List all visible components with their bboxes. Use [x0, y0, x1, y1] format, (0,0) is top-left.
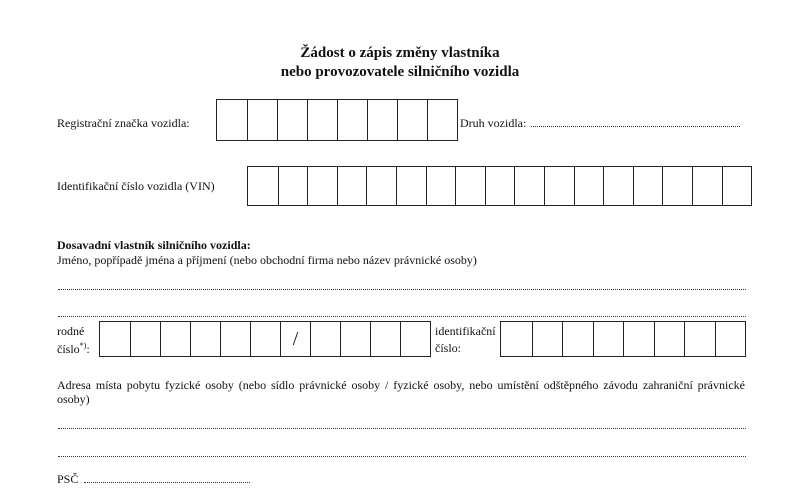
birth-number-box[interactable] [250, 322, 280, 356]
birth-number-box[interactable] [100, 322, 130, 356]
owner-name-line-1[interactable] [58, 289, 746, 290]
vin-box[interactable] [662, 167, 692, 205]
ic-boxes[interactable] [500, 321, 746, 357]
birth-number-box[interactable] [400, 322, 430, 356]
vin-box[interactable] [514, 167, 544, 205]
birth-number-box[interactable] [160, 322, 190, 356]
vin-box[interactable] [633, 167, 663, 205]
birth-number-box[interactable] [130, 322, 160, 356]
vin-box[interactable] [366, 167, 396, 205]
birth-number-label-line1: rodné [57, 324, 85, 338]
vin-box[interactable] [396, 167, 426, 205]
vin-box[interactable] [307, 167, 337, 205]
plate-box[interactable] [307, 100, 337, 140]
ic-label-line1: identifikační [435, 324, 496, 338]
vehicle-type-field[interactable] [531, 126, 740, 127]
previous-owner-heading: Dosavadní vlastník silničního vozidla: [57, 238, 251, 252]
birth-number-box[interactable] [190, 322, 220, 356]
owner-name-line-2[interactable] [58, 316, 746, 317]
vin-box[interactable] [426, 167, 456, 205]
vin-box[interactable] [278, 167, 308, 205]
vin-label: Identifikační číslo vozidla (VIN) [57, 179, 215, 193]
ic-box[interactable] [501, 322, 532, 356]
ic-box[interactable] [593, 322, 624, 356]
birth-number-box[interactable] [340, 322, 370, 356]
postal-code-label: PSČ [57, 472, 79, 486]
registration-plate-label: Registrační značka vozidla: [57, 116, 190, 130]
owner-name-label: Jméno, popřípadě jména a příjmení (nebo obchodní firma nebo název právnické osoby) [57, 253, 477, 267]
form-title-line1: Žádost o zápis změny vlastníka [300, 45, 500, 61]
birth-number-box[interactable] [370, 322, 400, 356]
address-line-1[interactable] [58, 428, 746, 429]
vin-box[interactable] [337, 167, 367, 205]
ic-box[interactable] [532, 322, 563, 356]
plate-box[interactable] [397, 100, 427, 140]
ic-label-line2: číslo: [435, 341, 461, 355]
ic-box[interactable] [623, 322, 654, 356]
vin-boxes[interactable] [247, 166, 752, 206]
registration-plate-boxes[interactable] [216, 99, 458, 141]
birth-number-box[interactable] [310, 322, 340, 356]
vin-box[interactable] [248, 167, 278, 205]
vin-box[interactable] [603, 167, 633, 205]
footnote-mark: *) [79, 341, 87, 350]
birth-number-label-line2 [57, 339, 90, 356]
address-line-2[interactable] [58, 456, 746, 457]
ic-box[interactable] [654, 322, 685, 356]
birth-number-box[interactable] [220, 322, 250, 356]
address-label: Adresa místa pobytu fyzické osoby (nebo sídlo právnické osoby / fyzické osoby, nebo umístění odštěpného závodu zahraniční právnické osoby) [57, 378, 745, 406]
birth-number-boxes[interactable] [99, 321, 431, 357]
plate-box[interactable] [277, 100, 307, 140]
ic-box[interactable] [562, 322, 593, 356]
form-title-line2: nebo provozovatele silničního vozidla [280, 64, 520, 80]
ic-box[interactable] [684, 322, 715, 356]
ic-box[interactable] [715, 322, 746, 356]
vin-box[interactable] [485, 167, 515, 205]
vin-box[interactable] [574, 167, 604, 205]
birth-number-label-text: číslo [57, 342, 80, 356]
vehicle-type-label: Druh vozidla: [460, 116, 527, 130]
birth-number-slash: / [280, 322, 310, 356]
plate-box[interactable] [247, 100, 277, 140]
plate-box[interactable] [217, 100, 247, 140]
plate-box[interactable] [367, 100, 397, 140]
vin-box[interactable] [544, 167, 574, 205]
birth-number-colon: : [86, 342, 90, 356]
vin-box[interactable] [455, 167, 485, 205]
plate-box[interactable] [337, 100, 367, 140]
vin-box[interactable] [692, 167, 722, 205]
postal-code-field[interactable] [84, 482, 250, 483]
plate-box[interactable] [427, 100, 457, 140]
vin-box[interactable] [722, 167, 752, 205]
